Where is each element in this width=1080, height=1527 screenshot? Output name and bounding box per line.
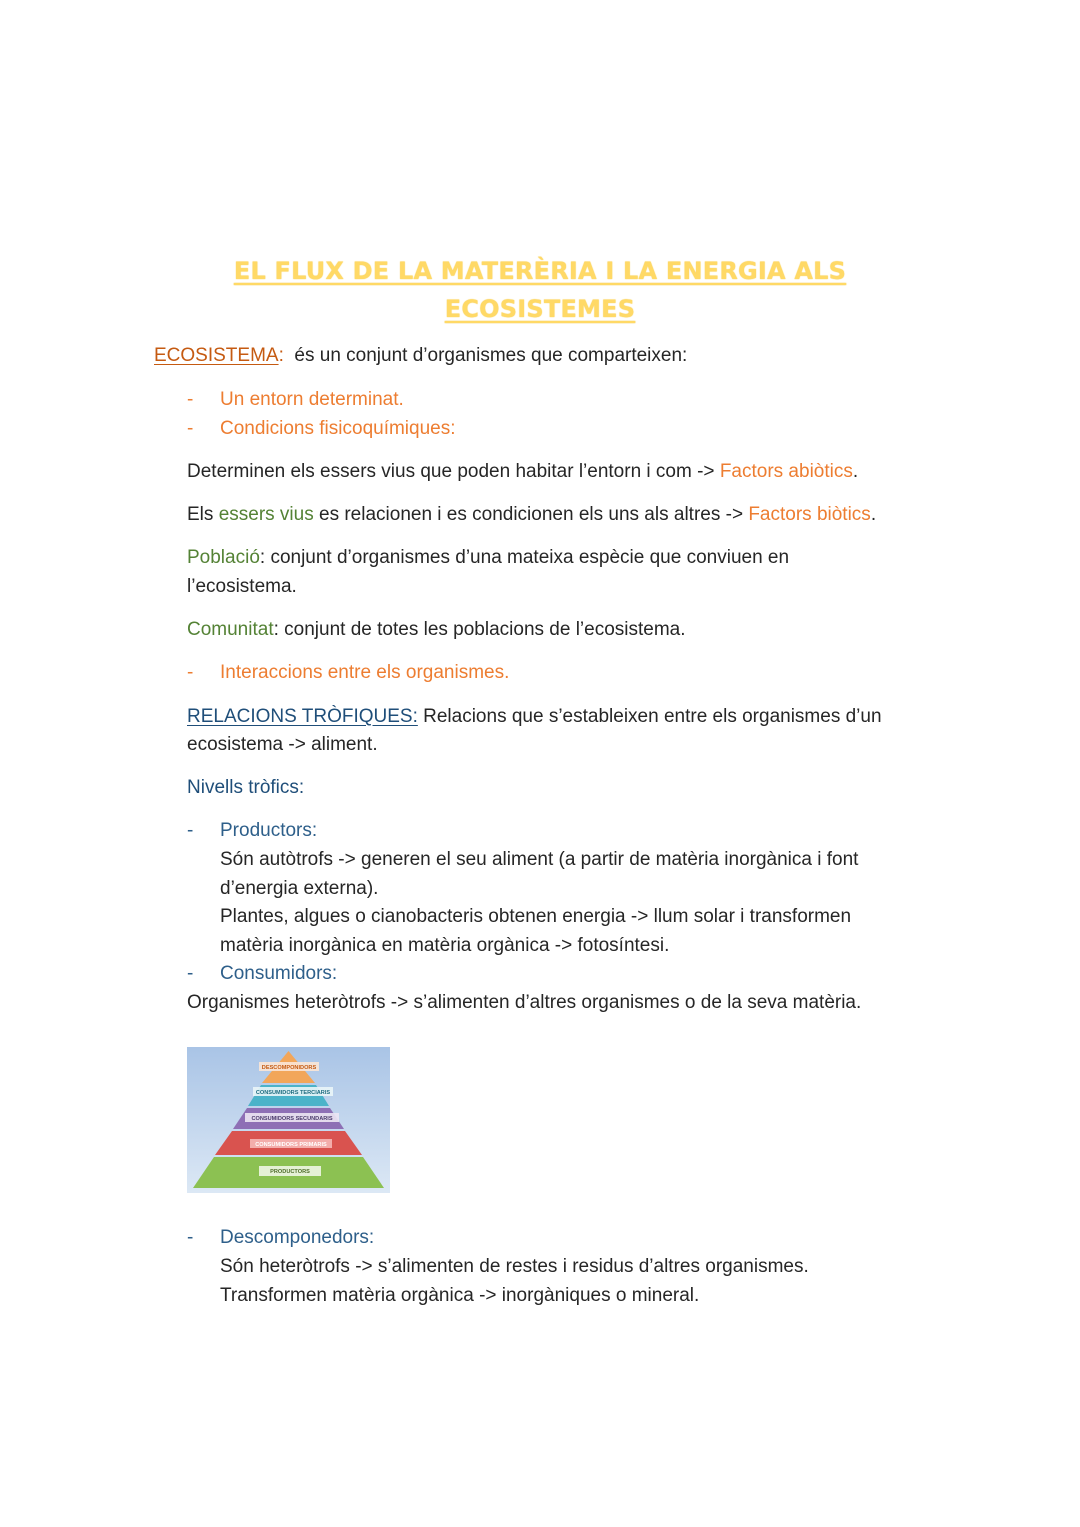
productors-line-4: matèria inorgànica en matèria orgànica -> fotosíntesi. xyxy=(220,935,670,956)
pyramid-label-secundaris: CONSUMIDORS SECUNDARIS xyxy=(251,1116,333,1122)
poblacio-line-2: l’ecosistema. xyxy=(187,576,297,597)
pyramid-label-productors: PRODUCTORS xyxy=(270,1169,310,1175)
biotic-paragraph: Els essers vius es relacionen i es condicionen els uns als altres -> Factors biòtics. xyxy=(187,504,877,525)
essers-vius: essers vius xyxy=(218,504,314,525)
comunitat-term: Comunitat xyxy=(187,619,274,640)
bullet-dash: - xyxy=(187,1227,194,1248)
productors-label: Productors: xyxy=(220,820,318,841)
descomponedors-line-1: Són heteròtrofs -> s’alimenten de restes i residus d’altres organismes. xyxy=(220,1256,809,1277)
document-title-line-1: EL FLUX DE LA MATERÈRIA I LA ENERGIA ALS xyxy=(233,257,847,285)
relacions-definition: RELACIONS TRÒFIQUES: Relacions que s’estableixen entre els organismes d’un xyxy=(187,706,882,727)
bullet-dash: - xyxy=(187,662,194,683)
bullet-dash: - xyxy=(187,963,194,984)
bullet-dash: - xyxy=(187,820,194,841)
pyramid-label-descomponidors: DESCOMPONIDORS xyxy=(261,1065,317,1071)
pyramid-label-primaris: CONSUMIDORS PRIMARIS xyxy=(255,1142,327,1148)
bullet-entorn: Un entorn determinat. xyxy=(220,389,404,410)
consumidors-line: Organismes heteròtrofs -> s’alimenten d’altres organismes o de la seva matèria. xyxy=(187,992,862,1013)
descomponedors-line-2: Transformen matèria orgànica -> inorgàniques o mineral. xyxy=(220,1285,700,1306)
poblacio-term: Població xyxy=(187,547,260,568)
ecosistema-definition: ECOSISTEMA: és un conjunt d’organismes que comparteixen: xyxy=(154,345,688,366)
factors-biotics: Factors biòtics xyxy=(748,504,871,525)
productors-line-3: Plantes, algues o cianobacteris obtenen energia -> llum solar i transformen xyxy=(220,906,852,927)
nivells-heading: Nivells tròfics: xyxy=(187,777,305,798)
relacions-term: RELACIONS TRÒFIQUES: xyxy=(187,706,418,727)
bullet-interaccions: Interaccions entre els organismes. xyxy=(220,662,510,683)
productors-line-2: d’energia externa). xyxy=(220,878,379,899)
descomponedors-label: Descomponedors: xyxy=(220,1227,375,1248)
productors-line-1: Són autòtrofs -> generen el seu aliment (a partir de matèria inorgànica i font xyxy=(220,849,859,870)
ecosistema-term: ECOSISTEMA xyxy=(154,345,279,366)
bullet-dash: - xyxy=(187,389,194,410)
trophic-pyramid-figure xyxy=(187,1047,390,1193)
bullet-dash: - xyxy=(187,418,194,439)
document-title-line-2: ECOSISTEMES xyxy=(444,295,636,323)
pyramid-label-terciaris: CONSUMIDORS TERCIARIS xyxy=(255,1090,331,1096)
relacions-line-2: ecosistema -> aliment. xyxy=(187,734,378,755)
consumidors-label: Consumidors: xyxy=(220,963,338,984)
comunitat-definition: Comunitat: conjunt de totes les poblacions de l’ecosistema. xyxy=(187,619,686,640)
factors-abiotics: Factors abiòtics xyxy=(719,461,853,482)
bullet-condicions: Condicions fisicoquímiques: xyxy=(220,418,456,439)
poblacio-definition: Població: conjunt d’organismes d’una mateixa espècie que conviuen en xyxy=(187,547,790,568)
abiotic-paragraph: Determinen els essers vius que poden habitar l’entorn i com -> Factors abiòtics. xyxy=(187,461,859,482)
